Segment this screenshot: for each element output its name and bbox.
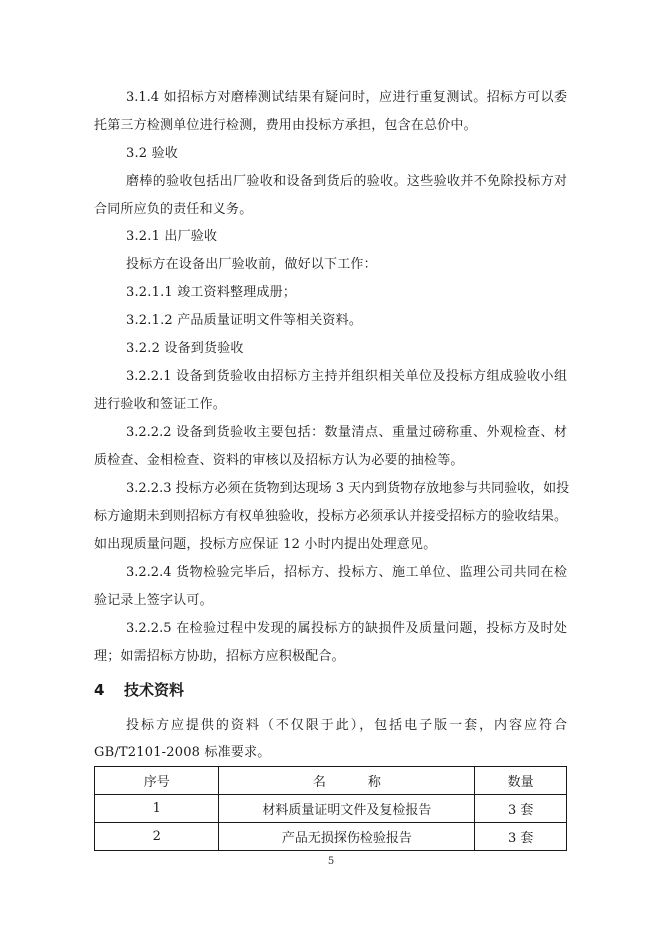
section-number: 4 — [94, 681, 105, 699]
item-3-2-2-2-line-1: 3.2.2.2 设备到货验收主要包括：数量清点、重量过磅称重、外观检查、材 — [126, 425, 567, 440]
cell-qty: 3 套 — [475, 823, 567, 851]
section-heading-3-2: 3.2 验收 — [126, 146, 179, 161]
cell-seq: 2 — [95, 823, 219, 851]
item-3-2-2-4-line-2: 验记录上签字认可。 — [94, 593, 213, 608]
cell-name: 材料质量证明文件及复检报告 — [219, 795, 475, 823]
cell-seq: 1 — [95, 795, 219, 823]
header-qty: 数量 — [475, 767, 567, 795]
item-3-2-2-2-line-2: 质检查、金相检查、资料的审核以及招标方认为必要的抽检等。 — [94, 453, 464, 468]
table-header-row — [95, 767, 567, 795]
item-3-2-2-3-line-1: 3.2.2.3 投标方必须在货物到达现场 3 天内到货物存放地参与共同验收，如投 — [126, 481, 570, 496]
page-number: 5 — [327, 856, 335, 867]
header-name — [219, 767, 475, 795]
item-3-2-2-1-line-2: 进行验收和签证工作。 — [94, 397, 227, 412]
item-3-2-2-1-line-1: 3.2.2.1 设备到货验收由招标方主持并组织相关单位及投标方组成验收小组 — [126, 369, 567, 384]
paragraph-3-2-line-2: 合同所应负的责任和义务。 — [94, 202, 253, 217]
paragraph-3-2-1: 投标方在设备出厂验收前，做好以下工作： — [126, 257, 377, 272]
section-4-intro-line-1: 投标方应提供的资料（不仅限于此），包括电子版一套，内容应符合 — [126, 718, 567, 733]
section-4-intro-line-2: GB/T2101-2008 标准要求。 — [94, 745, 271, 760]
section-title: 技术资料 — [124, 681, 185, 699]
header-name-part-1: 名 — [312, 775, 326, 790]
item-3-2-2-4-line-1: 3.2.2.4 货物检验完毕后，招标方、投标方、施工单位、监理公司共同在检 — [126, 565, 567, 580]
paragraph-3-2-line-1: 磨棒的验收包括出厂验收和设备到货后的验收。这些验收并不免除投标方对 — [126, 174, 567, 189]
section-heading-4 — [94, 681, 184, 699]
item-3-2-1-2: 3.2.1.2 产品质量证明文件等相关资料。 — [126, 313, 363, 328]
table-row — [95, 795, 567, 823]
paragraph-3-1-4-line-2: 托第三方检测单位进行检测，费用由投标方承担，包含在总价中。 — [94, 118, 477, 133]
paragraph-3-1-4-line-1: 3.1.4 如招标方对磨棒测试结果有疑问时，应进行重复测试。招标方可以委 — [126, 90, 567, 105]
section-heading-3-2-1: 3.2.1 出厂验收 — [126, 229, 218, 244]
table-row — [95, 823, 567, 851]
item-3-2-2-5-line-1: 3.2.2.5 在检验过程中发现的属投标方的缺损件及质量问题，投标方及时处 — [126, 621, 567, 636]
cell-qty: 3 套 — [475, 795, 567, 823]
item-3-2-2-3-line-3: 如出现质量问题，投标方应保证 12 小时内提出处理意见。 — [94, 537, 437, 552]
item-3-2-2-3-line-2: 标方逾期未到则招标方有权单独验收，投标方必须承认并接受招标方的验收结果。 — [94, 509, 567, 524]
item-3-2-2-5-line-2: 理；如需招标方协助，招标方应积极配合。 — [94, 649, 345, 664]
cell-name: 产品无损探伤检验报告 — [219, 823, 475, 851]
technical-documents-table — [94, 766, 567, 851]
section-heading-3-2-2: 3.2.2 设备到货验收 — [126, 341, 244, 356]
header-name-part-2: 称 — [367, 775, 381, 790]
header-seq: 序号 — [95, 767, 219, 795]
item-3-2-1-1: 3.2.1.1 竣工资料整理成册； — [126, 285, 297, 300]
